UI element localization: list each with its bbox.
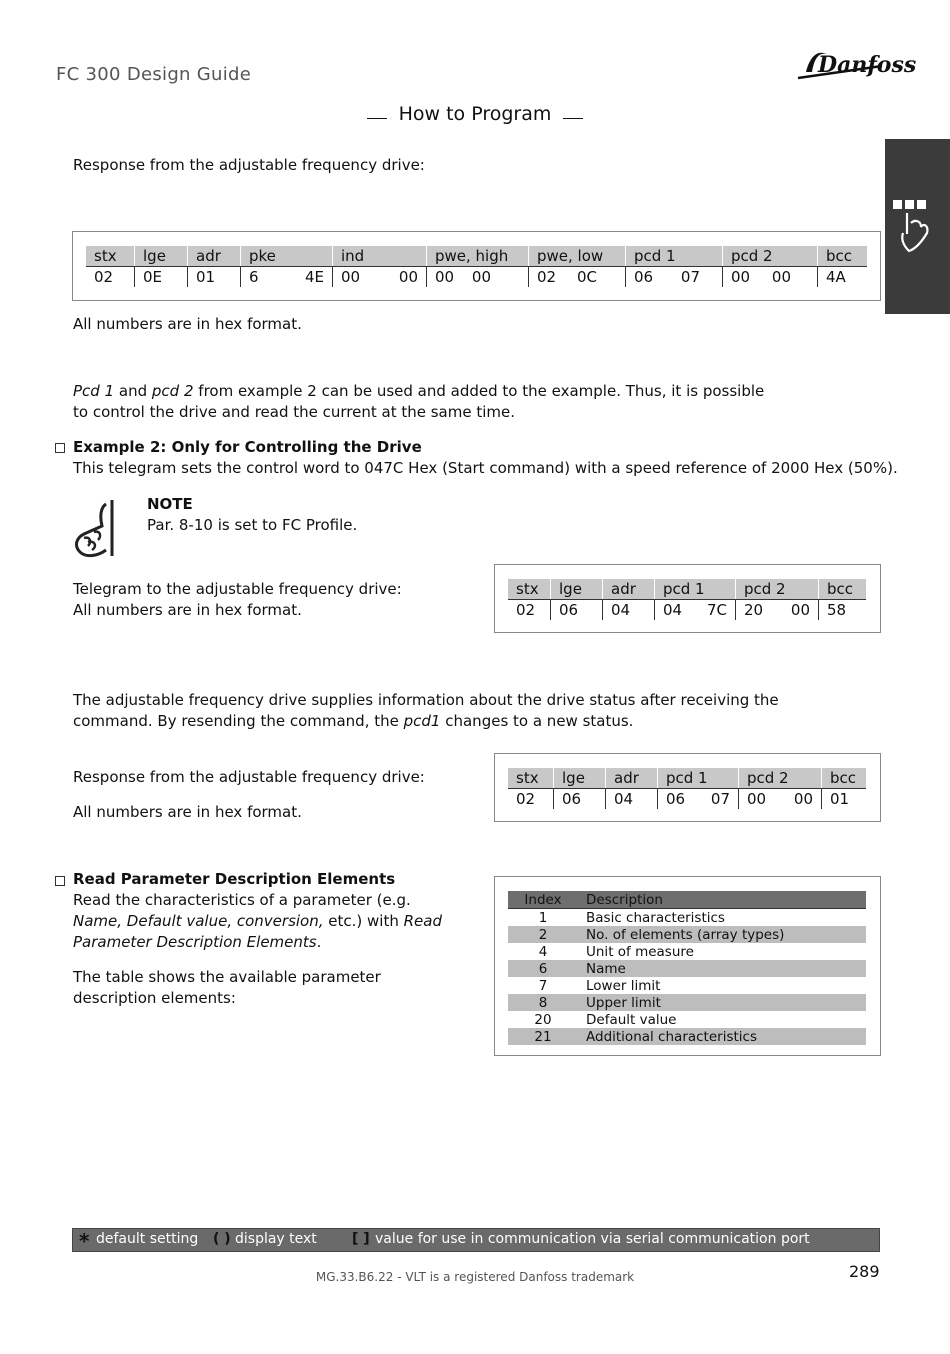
table-cell: 02: [516, 790, 536, 808]
table-cell: 06: [551, 600, 603, 621]
svg-text:Danfoss: Danfoss: [818, 52, 917, 78]
danfoss-logo: [796, 42, 917, 86]
response-table: [508, 768, 866, 809]
byte-value: 00: [790, 601, 810, 619]
read-params-paragraph-2: [73, 967, 473, 1009]
pcd1-term: Pcd 1: [73, 382, 115, 400]
description-elements-table: [508, 891, 866, 1045]
paragraph-text: The table shows the available parameter: [73, 968, 381, 986]
byte-value: 00: [471, 268, 491, 286]
table-cell: 06: [554, 789, 606, 810]
read-params-paragraph: [73, 890, 473, 953]
pcd2-term: pcd 2: [151, 382, 194, 400]
byte-value: 00: [435, 268, 455, 286]
table-header-row: [508, 768, 866, 789]
status-paragraph: [73, 690, 853, 732]
description-cell: Unit of measure: [586, 943, 694, 960]
section-title-text: How to Program: [398, 103, 552, 125]
column-header: stx: [508, 579, 551, 600]
byte-value: 00: [398, 268, 418, 286]
byte-value: 7C: [706, 601, 727, 619]
document-title: FC 300 Design Guide: [56, 64, 252, 85]
table-cell: 01: [822, 789, 867, 810]
table-row: [508, 977, 866, 994]
table-header-row: [508, 891, 866, 909]
response-intro-2: Response from the adjustable frequency drive:: [73, 768, 425, 786]
column-header: lge: [554, 768, 606, 789]
index-cell: 20: [534, 1011, 552, 1028]
index-cell: 21: [508, 1028, 578, 1045]
pcd-paragraph: [73, 381, 833, 423]
column-header: lge: [551, 579, 603, 600]
pcd1-term: pcd1: [403, 712, 441, 730]
paragraph-text: from example 2 can be used and added to the example. Thus, it is possible: [193, 382, 765, 400]
response-telegram-box: [72, 231, 881, 301]
column-header: ind: [333, 246, 427, 267]
table-cell: 02: [516, 601, 536, 619]
title-rule-right: [563, 118, 583, 119]
column-header: adr: [188, 246, 241, 267]
telegram-table: [508, 579, 866, 620]
response-intro: Response from the adjustable frequency drive:: [73, 156, 425, 174]
table-row: [508, 909, 866, 927]
italic-terms: Read: [403, 912, 442, 930]
bracket-symbol: [ ]: [352, 1231, 370, 1247]
byte-value: 04: [663, 601, 683, 619]
byte-value: 00: [771, 268, 791, 286]
table-row: [508, 960, 866, 977]
hex-format-note: All numbers are in hex format.: [73, 315, 302, 333]
index-cell: 7: [538, 977, 548, 994]
description-cell: Upper limit: [578, 994, 866, 1011]
table-row: [508, 600, 866, 621]
byte-value: 07: [680, 268, 700, 286]
index-cell: 1: [538, 909, 548, 926]
table-cell: [723, 267, 818, 288]
communication-label: value for use in communication via serial communication port: [375, 1231, 810, 1247]
table-cell: [736, 600, 819, 621]
column-header: pcd 2: [736, 579, 819, 600]
column-header: stx: [508, 768, 554, 789]
table-row: [508, 1028, 866, 1045]
table-row: [508, 1011, 866, 1028]
section-title: [0, 103, 950, 125]
star-symbol: *: [79, 1229, 90, 1253]
bullet-square: [55, 876, 65, 886]
table-cell: [427, 267, 529, 288]
column-header: pcd 1: [655, 579, 736, 600]
column-header: pcd 2: [739, 768, 822, 789]
display-text-label: display text: [235, 1231, 317, 1247]
table-cell: 04: [603, 600, 655, 621]
response-hex-note: All numbers are in hex format.: [73, 803, 302, 821]
column-header: pke: [241, 246, 333, 267]
byte-value: 00: [341, 268, 361, 286]
table-cell: 01: [188, 267, 241, 288]
column-header: adr: [603, 579, 655, 600]
response-box: [494, 753, 881, 822]
column-header: lge: [135, 246, 188, 267]
note-text: Par. 8-10 is set to FC Profile.: [147, 516, 358, 534]
paragraph-text: etc.) with: [323, 912, 404, 930]
table-cell: 02: [94, 268, 114, 286]
table-row: [508, 994, 866, 1011]
column-header: pwe, high: [427, 246, 529, 267]
byte-value: 6: [249, 268, 259, 286]
byte-value: 00: [731, 268, 751, 286]
table-cell: [333, 267, 427, 288]
paragraph-text: and: [114, 382, 152, 400]
column-header: bcc: [819, 579, 867, 600]
programming-hand-icon: [885, 139, 950, 314]
paragraph-text: Read the characteristics of a parameter (e.g.: [73, 891, 411, 909]
table-cell: 0E: [135, 267, 188, 288]
byte-value: 4E: [304, 268, 324, 286]
byte-value: 06: [634, 268, 654, 286]
default-setting-label: default setting: [96, 1231, 199, 1247]
table-row: [508, 943, 866, 960]
description-elements-box: [494, 876, 881, 1056]
description-cell: Name: [578, 960, 866, 977]
document-reference: MG.33.B6.22 - VLT is a registered Danfoss trademark: [315, 1270, 635, 1284]
description-cell: Additional characteristics: [578, 1028, 866, 1045]
example2-body: This telegram sets the control word to 047C Hex (Start command) with a speed reference of 2000 Hex (50%).: [73, 459, 898, 477]
byte-value: 20: [744, 601, 764, 619]
index-cell: 8: [508, 994, 578, 1011]
paragraph-text: to control the drive and read the current at the same time.: [73, 403, 516, 421]
byte-value: 06: [666, 790, 686, 808]
index-cell: 2: [508, 926, 578, 943]
table-cell: [739, 789, 822, 810]
byte-value: 0C: [576, 268, 597, 286]
description-cell: No. of elements (array types): [578, 926, 866, 943]
page-number: 289: [849, 1262, 880, 1281]
table-cell: [241, 267, 333, 288]
table-cell: [529, 267, 626, 288]
column-header: pwe, low: [529, 246, 626, 267]
column-header: Description: [578, 891, 866, 909]
table-cell: 04: [606, 789, 658, 810]
table-cell: [626, 267, 723, 288]
description-cell: Lower limit: [586, 977, 661, 994]
table-row: [508, 789, 866, 810]
paragraph-text: command. By resending the command, the: [73, 712, 404, 730]
table-header-row: [508, 579, 866, 600]
column-header: bcc: [822, 768, 867, 789]
column-header: pcd 1: [626, 246, 723, 267]
table-row: [508, 926, 866, 943]
table-cell: 58: [819, 600, 867, 621]
note-hand-icon: [72, 496, 122, 560]
legend-bar: [72, 1228, 880, 1252]
bullet-square: [55, 443, 65, 453]
chapter-tab: [885, 139, 950, 314]
telegram-intro: Telegram to the adjustable frequency drive:: [73, 580, 402, 598]
paragraph-text: .: [316, 933, 322, 951]
note-label: NOTE: [147, 495, 193, 513]
column-header: bcc: [818, 246, 868, 267]
table-cell: 4A: [818, 267, 868, 288]
telegram-hex-note: All numbers are in hex format.: [73, 601, 302, 619]
byte-value: 07: [710, 790, 730, 808]
read-params-heading: Read Parameter Description Elements: [73, 870, 396, 888]
column-header: stx: [86, 246, 135, 267]
response-telegram-table: [86, 246, 867, 287]
paragraph-text: The adjustable frequency drive supplies information about the drive status after receiving the: [73, 691, 779, 709]
column-header: pcd 1: [658, 768, 739, 789]
description-cell: Basic characteristics: [586, 909, 725, 926]
telegram-box: [494, 564, 881, 633]
byte-value: 00: [793, 790, 813, 808]
table-cell: [658, 789, 739, 810]
column-header: Index: [508, 891, 578, 909]
paragraph-text: description elements:: [73, 989, 236, 1007]
column-header: adr: [606, 768, 658, 789]
example2-heading: Example 2: Only for Controlling the Drive: [73, 438, 422, 456]
index-cell: 6: [508, 960, 578, 977]
table-row: [86, 267, 867, 288]
italic-terms: Name, Default value, conversion,: [73, 912, 324, 930]
paragraph-text: changes to a new status.: [440, 712, 634, 730]
column-header: pcd 2: [723, 246, 818, 267]
paren-symbol: ( ): [213, 1231, 231, 1247]
table-cell: [655, 600, 736, 621]
byte-value: 02: [537, 268, 557, 286]
description-cell: Default value: [586, 1011, 677, 1028]
title-rule-left: [367, 118, 387, 119]
italic-terms: Parameter Description Elements: [73, 933, 317, 951]
byte-value: 00: [747, 790, 767, 808]
index-cell: 4: [538, 943, 548, 960]
table-header-row: [86, 246, 867, 267]
